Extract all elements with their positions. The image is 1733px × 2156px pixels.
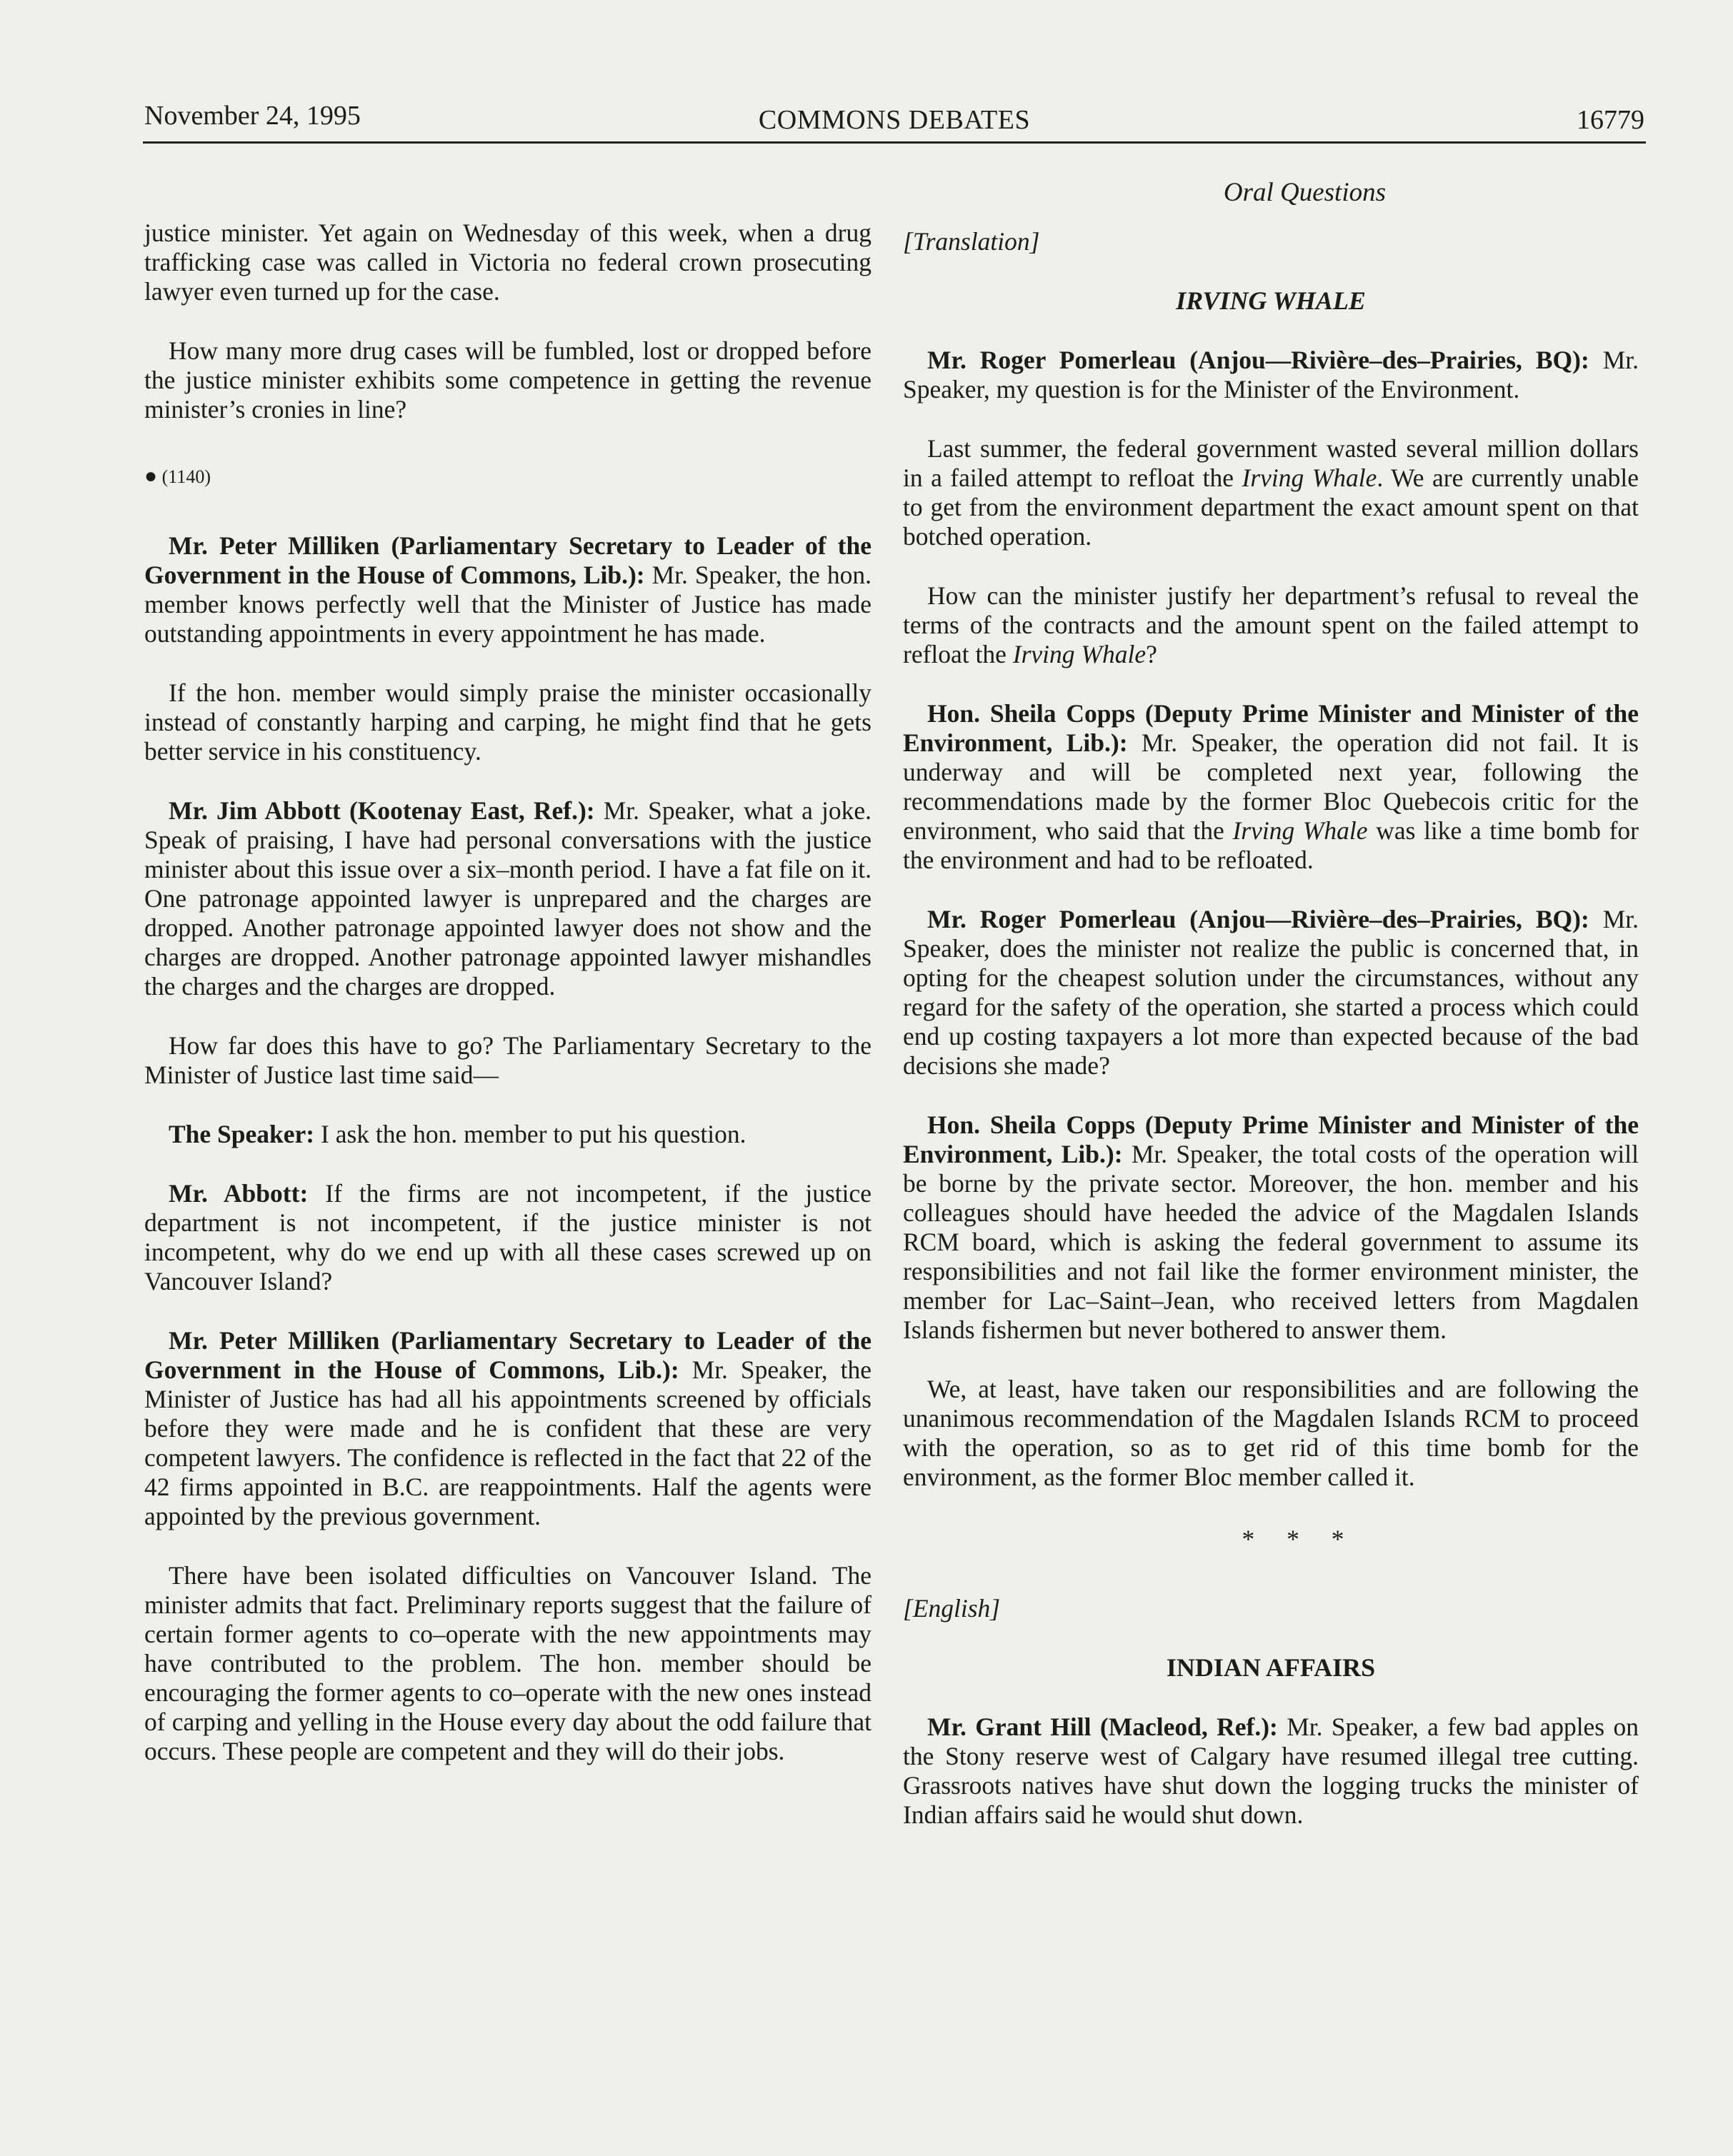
speech-text: I ask the hon. member to put his question. (314, 1120, 746, 1148)
speech-text: Mr. Speaker, what a joke. Speak of praising, I have had personal conversations with the justice minister about this issue over a six–month period. I have a fat file on it. One patronage appointed lawyer is unprepared and the charges are dropped. Another patronage appointed lawyer does not show and the charges are dropped. Another patronage appointed lawyer mishandles the charges and the charges are dropped. (144, 796, 872, 1001)
paragraph: How many more drug cases will be fumbled, lost or dropped before the justice minister exhibits some competence in getting the revenue minister’s cronies in line? (144, 336, 872, 423)
translation-note: [Translation] (903, 227, 1040, 256)
header-page-number: 16779 (1577, 105, 1644, 135)
paragraph: If the hon. member would simply praise the minister occasionally instead of constantly harping and carping, he might find that he gets better service in his constituency. (144, 678, 872, 766)
english-note: [English] (903, 1594, 1001, 1623)
speech (903, 699, 1639, 875)
speech (144, 1326, 872, 1531)
running-head: Oral Questions (1223, 178, 1386, 207)
ship-name: Irving Whale (1232, 816, 1368, 845)
speaker-name: Hon. Sheila Copps (Deputy Prime Minister and Minister of the Environment, Lib.): (903, 699, 1639, 757)
time-marker-label: (1140) (161, 466, 211, 487)
speech-text: Mr. Speaker, the total costs of the operation will be borne by the private sector. Moreover, the hon. member and his colleagues should have heeded the advice of the Magdalen Islands RCM board, which is asking the federal government to assume its responsibilities and not fail like the former environment minister, the member for Lac–Saint–Jean, who received letters from Magdalen Islands fishermen but never bothered to answer them. (903, 1140, 1639, 1344)
left-column (144, 219, 872, 1796)
speech-text: Mr. Speaker, the Minister of Justice has had all his appointments screened by officials before they were made and he is confident that these are very competent lawyers. The confidence is reflected in the fact that 22 of the 42 firms appointed in B.C. are reappointments. Half the agents were appointed by the previous government. (144, 1355, 872, 1530)
speech (903, 346, 1639, 404)
page-header (144, 94, 1644, 137)
right-column (903, 227, 1639, 1860)
header-date: November 24, 1995 (144, 101, 361, 131)
speech (903, 1110, 1639, 1345)
text-run: ? (1146, 640, 1157, 668)
section-separator: * * * (1242, 1525, 1357, 1553)
paragraph: How far does this have to go? The Parliamentary Secretary to the Minister of Justice last time said— (144, 1031, 872, 1089)
speaker-name: Mr. Roger Pomerleau (Anjou—Rivière–des–Prairies, BQ): (927, 346, 1589, 374)
speech-text: Mr. Speaker, does the minister not realize the public is concerned that, in opting for the cheapest solution under the circumstances, without any regard for the safety of the operation, she started a process which could end up costing taxpayers a lot more than expected because of the bad decisions she made? (903, 905, 1639, 1080)
text-run: . We are currently unable to get from the environment department the exact amount spent on that botched operation. (903, 463, 1639, 551)
speaker-name: Mr. Abbott: (169, 1179, 309, 1208)
header-rule (143, 141, 1646, 144)
speech (144, 531, 872, 648)
speaker-name: Hon. Sheila Copps (Deputy Prime Minister and Minister of the Environment, Lib.): (903, 1110, 1639, 1168)
speaker-name: Mr. Jim Abbott (Kootenay East, Ref.): (169, 796, 595, 825)
speech-text: If the firms are not incompetent, if the justice department is not incompetent, if the justice minister is not incompetent, why do we end up with all these cases screwed up on Vancouver Island? (144, 1179, 872, 1295)
speaker-name: Mr. Peter Milliken (Parliamentary Secretary to Leader of the Government in the House of Commons, Lib.): (144, 1326, 872, 1384)
speech-text: Mr. Speaker, the hon. member knows perfectly well that the Minister of Justice has made outstanding appointments in every appointment he has made. (144, 561, 872, 648)
speech (144, 1120, 872, 1149)
speech (903, 1713, 1639, 1830)
section-heading: INDIAN AFFAIRS (1166, 1653, 1376, 1682)
paragraph: We, at least, have taken our responsibilities and are following the unanimous recommendation of the Magdalen Islands RCM to proceed with the operation, so as to get rid of this time bomb for the environment, as the former Bloc member called it. (903, 1375, 1639, 1491)
paragraph: justice minister. Yet again on Wednesday of this week, when a drug trafficking case was called in Victoria no federal crown prosecuting lawyer even turned up for the case. (144, 219, 872, 306)
section-heading: IRVING WHALE (1176, 286, 1366, 315)
speech-text: Mr. Speaker, my question is for the Minister of the Environment. (903, 346, 1639, 403)
speech (144, 1179, 872, 1296)
speech (903, 905, 1639, 1080)
ship-name: Irving Whale (1012, 640, 1147, 668)
ship-name: Irving Whale (1242, 463, 1377, 492)
paragraph: There have been isolated difficulties on Vancouver Island. The minister admits that fact. Preliminary reports suggest that the failure of certain former agents to co–operate with the new appointments may have contributed to the problem. The hon. member should be encouraging the former agents to co–operate with the new ones instead of carping and yelling in the House every day about the odd failure that occurs. These people are competent and they will do their jobs. (144, 1561, 872, 1765)
paragraph (903, 581, 1639, 669)
speaker-name: Mr. Grant Hill (Macleod, Ref.): (927, 1713, 1278, 1741)
header-title: COMMONS DEBATES (758, 105, 1031, 135)
speech-text: Mr. Speaker, the operation did not fail. It is underway and will be completed next year, following the recommendations made by the former Bloc Quebecois critic for the environment, who said that the (903, 728, 1639, 845)
speech-text: was like a time bomb for the environment and had to be refloated. (903, 816, 1639, 874)
bullet-icon: ● (144, 464, 158, 488)
speaker-name: Mr. Roger Pomerleau (Anjou—Rivière–des–Prairies, BQ): (927, 905, 1589, 933)
text-run: How can the minister justify her department’s refusal to reveal the terms of the contracts and the amount spent on the failed attempt to refloat the (903, 581, 1639, 668)
speech (144, 796, 872, 1001)
speaker-name: Mr. Peter Milliken (Parliamentary Secretary to Leader of the Government in the House of Commons, Lib.): (144, 531, 872, 589)
speech-text: Mr. Speaker, a few bad apples on the Stony reserve west of Calgary have resumed illegal tree cutting. Grassroots natives have shut down the logging trucks the minister of Indian affairs said he would shut down. (903, 1713, 1639, 1829)
text-run: Last summer, the federal government wasted several million dollars in a failed attempt to refloat the (903, 434, 1639, 492)
paragraph (903, 434, 1639, 551)
speaker-name: The Speaker: (169, 1120, 315, 1148)
time-marker (144, 461, 872, 491)
